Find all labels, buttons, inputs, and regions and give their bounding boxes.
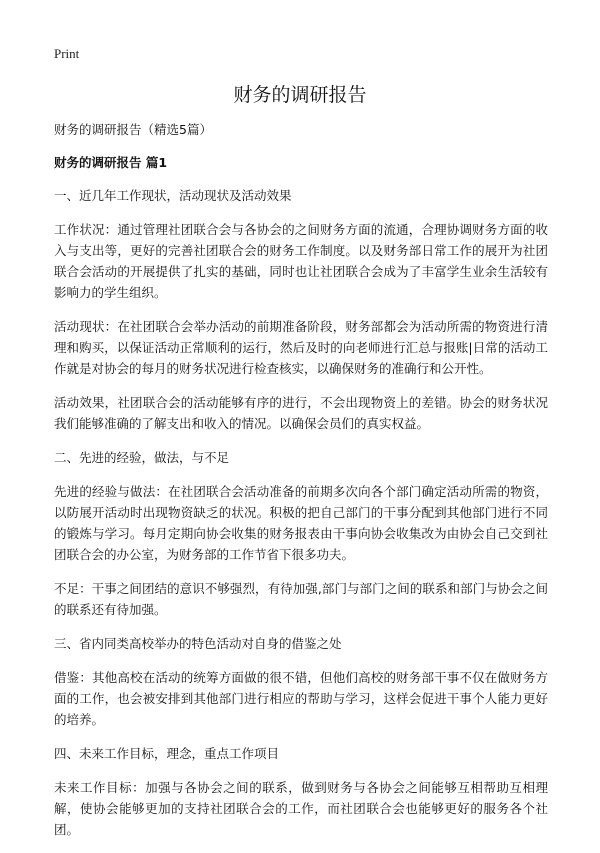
- paragraph: 借鉴：其他高校在活动的统筹方面做的很不错，但他们高校的财务部干事不仅在做财务方面的工作，也会被安排到其他部门进行相应的帮助与学习，这样会促进干事个人能力更好的培养。: [54, 670, 548, 727]
- section-heading-3: 三、省内同类高校举办的特色活动对自身的借鉴之处: [54, 636, 342, 651]
- paragraph: 先进的经验与做法：在社团联合会活动准备的前期多次向各个部门确定活动所需的物资，以防展开活动时出现物资缺乏的状况。积极的把自己部门的干事分配到其他部门进行不同的锻炼与学习。每月定期向协会收集的财务报表由干事向协会收集改为由协会自己交到社团联合会的办公室，为财务部的工作节省下很多功夫。: [54, 484, 548, 562]
- paragraph: 工作状况：通过管理社团联合会与各协会的之间财务方面的流通，合理协调财务方面的收入与支出等，更好的完善社团联合会的财务工作制度。以及财务部日常工作的展开为社团联合会活动的开展提供了扎实的基础，同时也让社团联合会成为了丰富学生业余生活较有影响力的学生组织。: [54, 222, 548, 300]
- section-heading-2: 二、先进的经验，做法，与不足: [54, 450, 230, 465]
- paragraph: 不足：干事之间团结的意识不够强烈，有待加强,部门与部门之间的联系和部门与协会之间的联系还有待加强。: [54, 581, 548, 617]
- section-heading-1: 一、近几年工作现状，活动现状及活动效果: [54, 188, 292, 203]
- document-body: [54, 119, 548, 853]
- document-subtitle: 财务的调研报告（精选5篇）: [54, 122, 212, 137]
- document-title: 财务的调研报告: [233, 84, 367, 106]
- paragraph: 未来工作目标：加强与各协会之间的联系，做到财务与各协会之间能够互相帮助互相理解，使协会能够更加的支持社团联合会的工作，而社团联合会也能够更好的服务各个社团。: [54, 780, 548, 837]
- paragraph: 活动效果，社团联合会的活动能够有序的进行，不会出现物资上的差错。协会的财务状况我们能够准确的了解支出和收入的情况。以确保会员们的真实权益。: [54, 395, 548, 431]
- paragraph: 活动现状：在社团联合会举办活动的前期准备阶段，财务部都会为活动所需的物资进行清理和购买，以保证活动正常顺利的运行，然后及时的向老师进行汇总与报账|日常的活动工作就是对协会的每月的财务状况进行检查核实，以确保财务的准确行和公开性。: [54, 319, 548, 376]
- print-link[interactable]: Print: [54, 46, 80, 61]
- section-heading-4: 四、未来工作目标，理念，重点工作项目: [54, 746, 280, 761]
- article-heading: 财务的调研报告 篇1: [54, 155, 168, 170]
